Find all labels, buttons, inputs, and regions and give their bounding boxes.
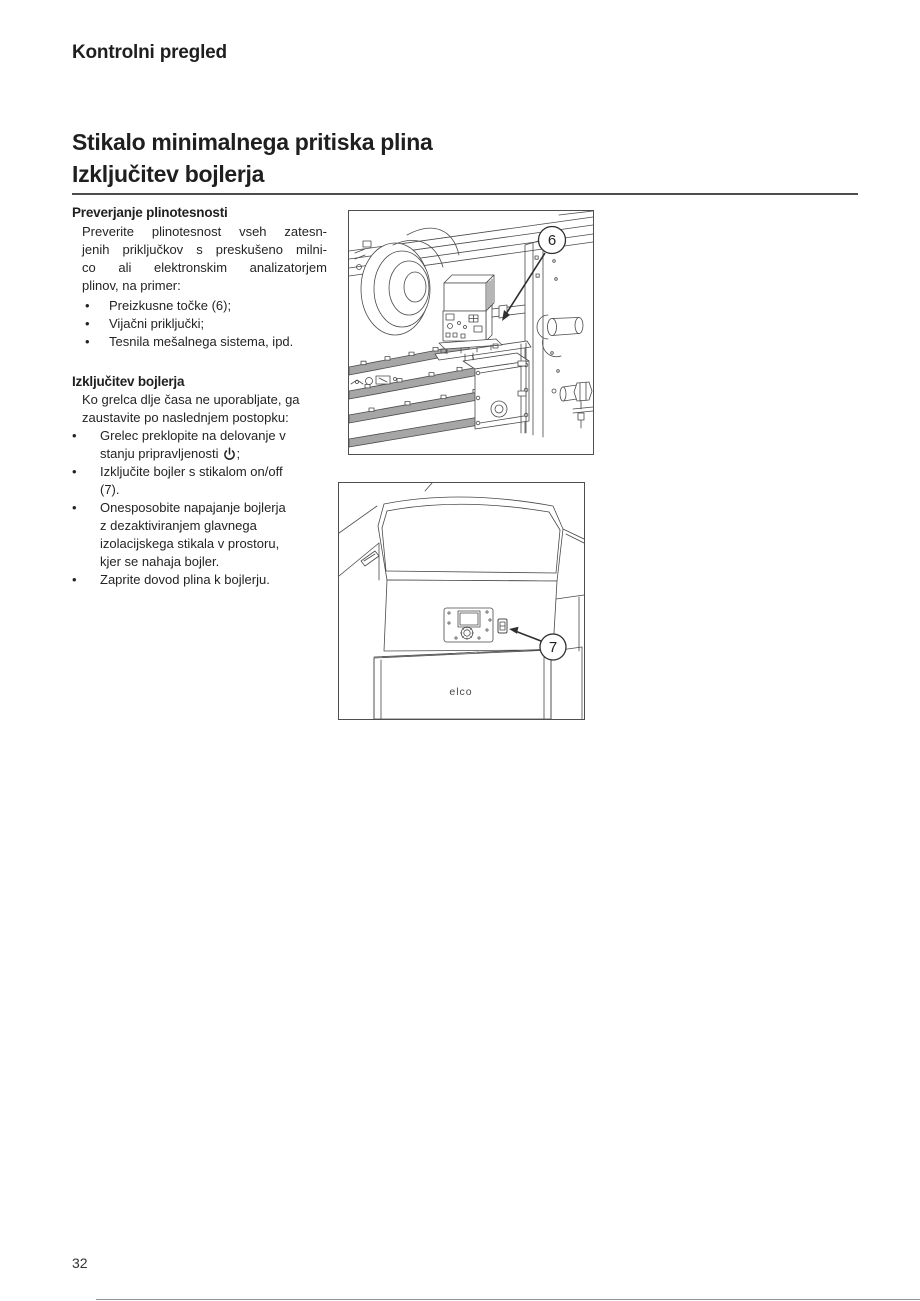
background-line	[425, 483, 432, 491]
bullet-marker: •	[72, 428, 77, 443]
elco-logo-text: elco	[449, 686, 473, 698]
text-column	[72, 204, 334, 589]
list-item	[72, 427, 334, 463]
figure-boiler-front	[338, 482, 585, 720]
leak-check-paragraph	[82, 223, 327, 295]
bullet-line: Preizkusne točke (6);	[109, 298, 232, 313]
list-item	[72, 333, 334, 351]
bullet-line: Grelec preklopite na delovanje v	[100, 428, 286, 443]
shutdown-intro	[82, 391, 334, 427]
bullet-line: Izključite bojler s stikalom on/off	[100, 464, 283, 479]
bullet-marker: •	[85, 316, 90, 331]
control-panel	[444, 608, 493, 642]
page-number: 32	[72, 1255, 88, 1271]
pipe-stub	[537, 315, 583, 357]
list-item	[72, 315, 334, 333]
page-title-line-2: Izključitev bojlerja	[72, 161, 265, 187]
on-off-switch	[498, 619, 507, 633]
gas-connection-fitting	[552, 382, 593, 428]
bullet-marker: •	[72, 572, 77, 587]
bullet-line: (7).	[100, 482, 120, 497]
section-heading-shutdown: Izključitev bojlerja	[72, 374, 185, 389]
paragraph-line: Preverite plinotesnost vseh zatesn-	[82, 224, 327, 239]
bullet-marker: •	[85, 298, 90, 313]
side-panel	[525, 239, 559, 437]
power-standby-icon	[223, 447, 236, 460]
scan-edge-artifact	[96, 1299, 920, 1300]
bullet-marker: •	[72, 500, 77, 515]
bullet-line: izolacijskega stikala v prostoru,	[100, 536, 280, 551]
page-title	[72, 126, 432, 190]
callout-6	[502, 227, 566, 322]
callout-6-number: 6	[547, 232, 557, 249]
page-title-line-1: Stikalo minimalnega pritiska plina	[72, 129, 433, 155]
leak-check-bullet-list	[72, 297, 334, 351]
list-item	[72, 499, 334, 571]
paragraph-line: co ali elektronskim analizatorjem	[82, 260, 327, 275]
blower-fan	[355, 241, 430, 335]
bullet-marker: •	[85, 334, 90, 349]
left-cabinet	[339, 506, 379, 580]
bullet-line: Zaprite dovod plina k bojlerju.	[100, 572, 270, 587]
bullet-line-text: ;	[236, 446, 241, 461]
intro-line: zaustavite po naslednjem postopku:	[82, 410, 289, 425]
paragraph-line: jenih priključkov s preskušeno milni-	[82, 242, 327, 257]
callout-7-number: 7	[548, 639, 558, 656]
list-item	[72, 297, 334, 315]
bullet-line-text: stanju pripravljenosti	[100, 446, 219, 461]
section-heading-leak-check: Preverjanje plinotesnosti	[72, 205, 228, 220]
title-divider	[72, 193, 858, 195]
bullet-line	[100, 445, 334, 463]
bullet-marker: •	[72, 464, 77, 479]
shutdown-bullet-list	[72, 427, 334, 589]
intro-line: Ko grelca dlje časa ne uporabljate, ga	[82, 392, 300, 407]
boiler-hood	[378, 497, 563, 581]
bullet-line: Onesposobite napajanje bojlerja	[100, 500, 286, 515]
bullet-line: Vijačni priključki;	[109, 316, 205, 331]
bullet-line: z dezaktiviranjem glavnega	[100, 518, 257, 533]
bullet-line: Tesnila mešalnega sistema, ipd.	[109, 334, 294, 349]
lower-front-panel	[374, 650, 551, 719]
list-item	[72, 571, 334, 589]
figure-burner-interior	[348, 210, 594, 455]
list-item	[72, 463, 334, 499]
bullet-line: kjer se nahaja bojler.	[100, 554, 220, 569]
paragraph-line: plinov, na primer:	[82, 278, 181, 293]
document-section-header: Kontrolni pregled	[72, 42, 227, 63]
